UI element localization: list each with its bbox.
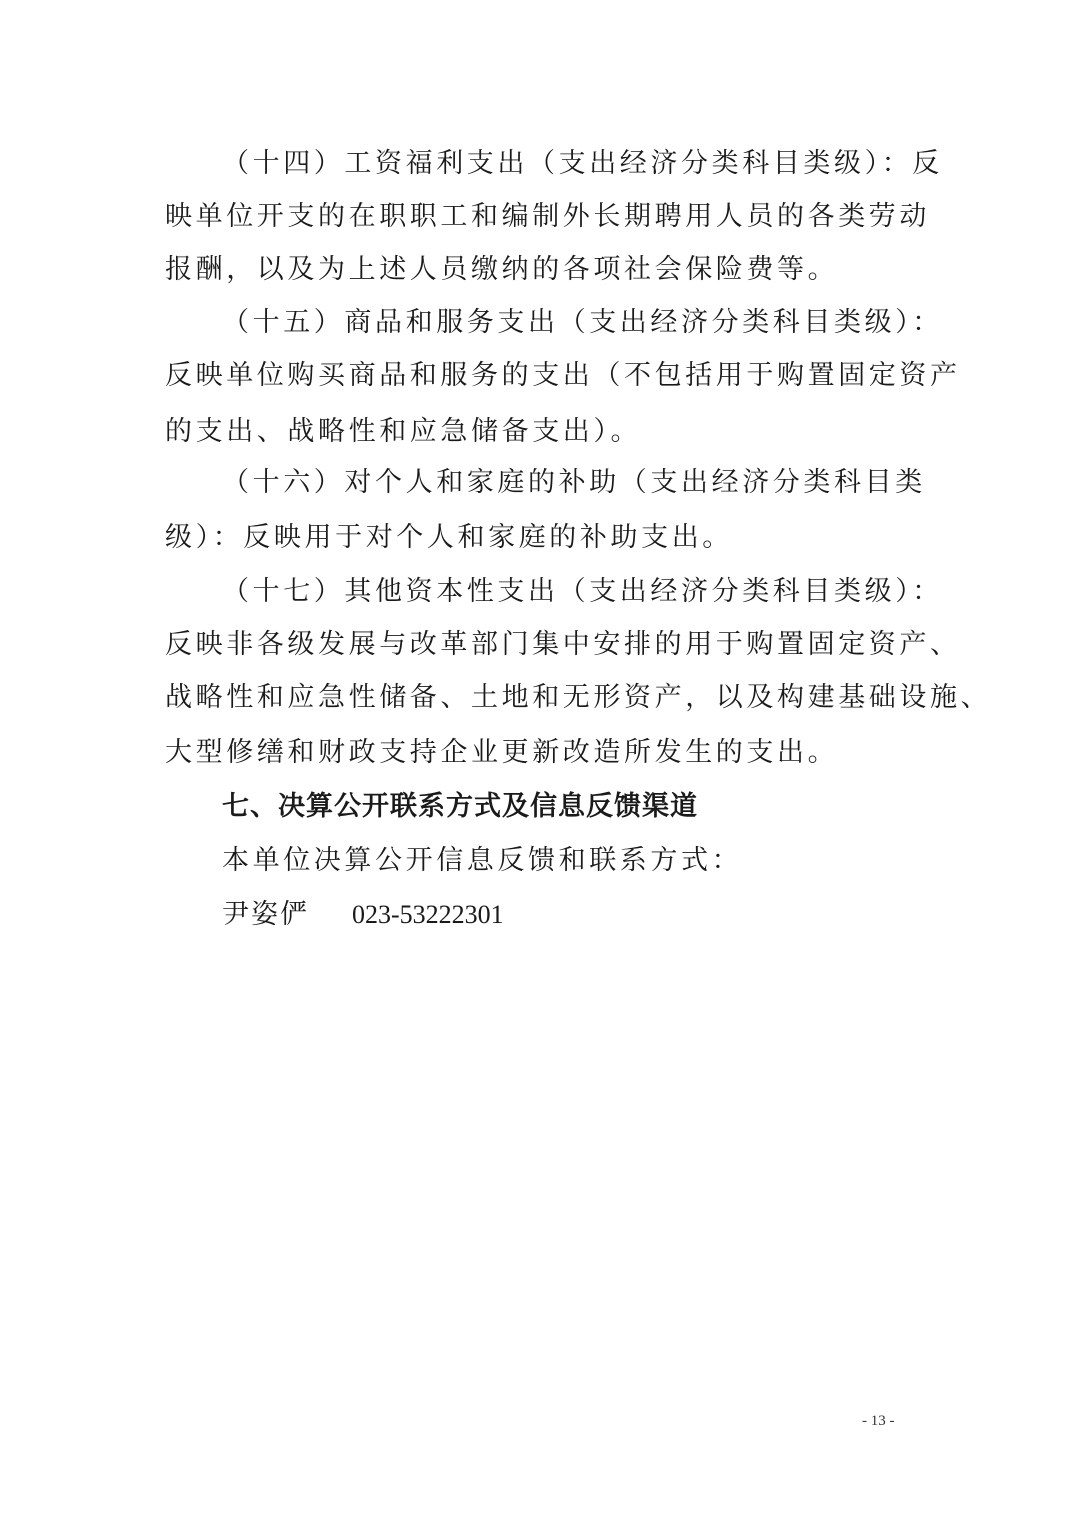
- paragraph-15-line-1: （十五）商品和服务支出（支出经济分类科目类级）：: [222, 307, 943, 338]
- paragraph-17-line-1: （十七）其他资本性支出（支出经济分类科目类级）：: [222, 576, 943, 607]
- paragraph-16-line-1: （十六）对个人和家庭的补助（支出经济分类科目类: [222, 467, 926, 498]
- paragraph-14-line-3: 报酬，以及为上述人员缴纳的各项社会保险费等。: [165, 254, 839, 285]
- paragraph-16-line-2: 级）：反映用于对个人和家庭的补助支出。: [165, 522, 733, 553]
- section-heading: 七、决算公开联系方式及信息反馈渠道: [222, 791, 698, 822]
- paragraph-14-line-1: （十四）工资福利支出（支出经济分类科目类级）：反: [222, 148, 943, 179]
- paragraph-15-line-2: 反映单位购买商品和服务的支出（不包括用于购置固定资产: [165, 360, 961, 391]
- paragraph-15-line-3: 的支出、战略性和应急储备支出）。: [165, 416, 642, 447]
- contact-name: 尹姿俨: [222, 899, 309, 930]
- contact-intro: 本单位决算公开信息反馈和联系方式：: [222, 845, 743, 876]
- paragraph-14-line-2: 映单位开支的在职职工和编制外长期聘用人员的各类劳动: [165, 201, 930, 232]
- contact-phone: 023-53222301: [352, 900, 504, 929]
- paragraph-17-line-2: 反映非各级发展与改革部门集中安排的用于购置固定资产、: [165, 629, 961, 660]
- page-number: - 13 -: [862, 1413, 895, 1429]
- paragraph-17-line-3: 战略性和应急性储备、土地和无形资产，以及构建基础设施、: [165, 682, 992, 713]
- paragraph-17-line-4: 大型修缮和财政支持企业更新改造所发生的支出。: [165, 737, 839, 768]
